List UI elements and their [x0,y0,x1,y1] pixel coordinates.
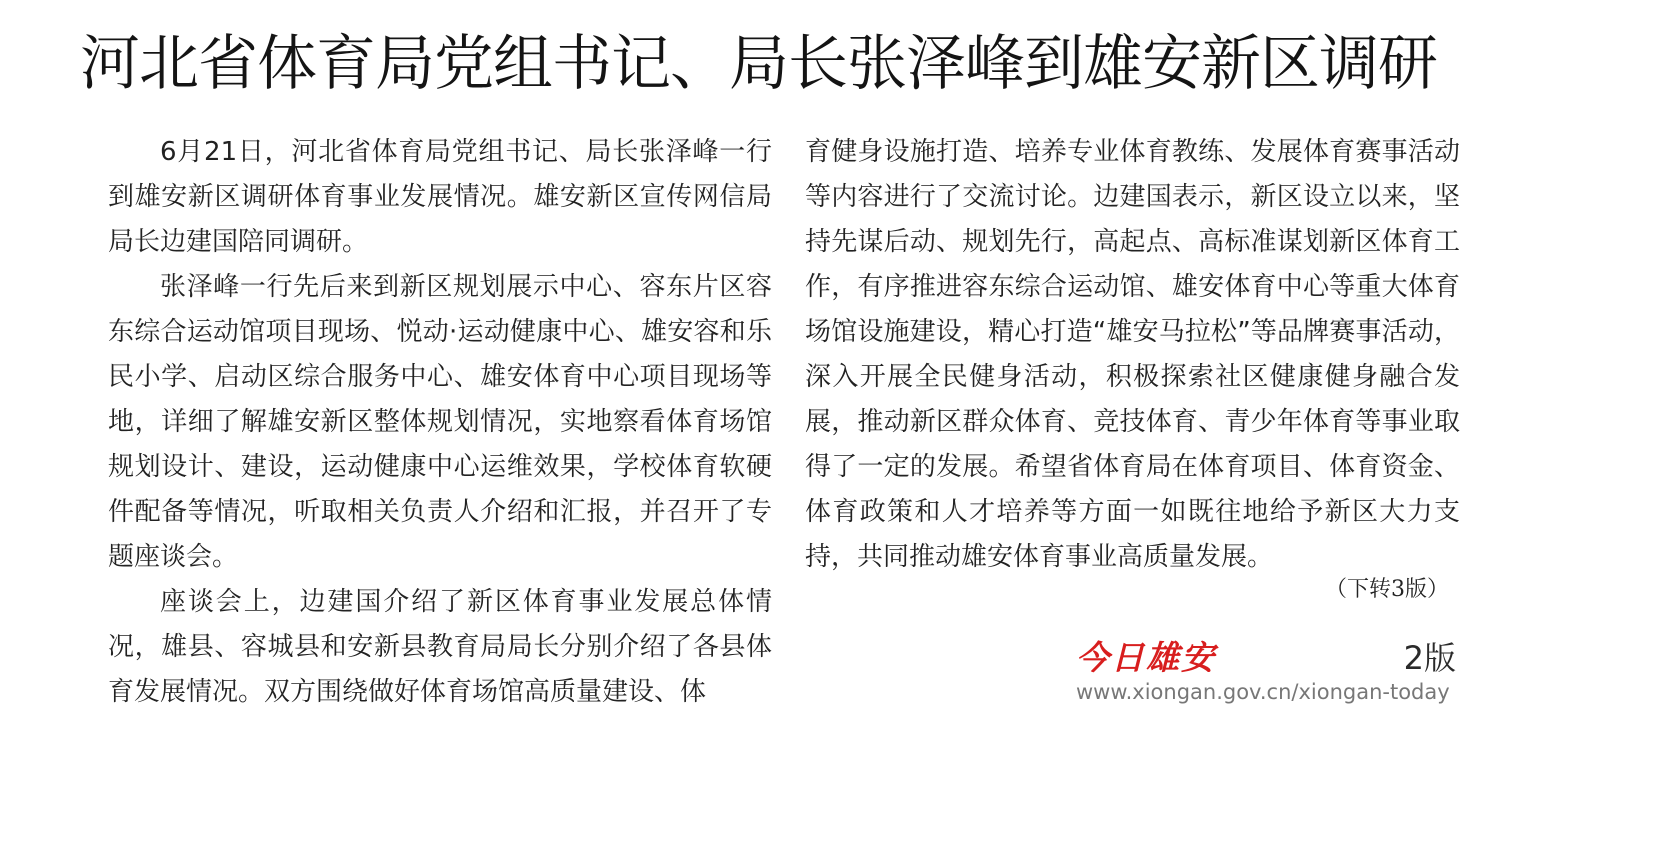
article-headline: 河北省体育局党组书记、局长张泽峰到雄安新区调研 [80,29,1437,99]
article-paragraph-1: 6月21日，河北省体育局党组书记、局长张泽峰一行到雄安新区调研体育事业发展情况。雄安新区宣传网信局局长边建国陪同调研。 [108,137,772,257]
article-column-left [108,130,772,715]
site-url: www.xiongan.gov.cn/xiongan-today [1076,680,1450,704]
article-column-right [805,130,1460,580]
article-paragraph-2: 张泽峰一行先后来到新区规划展示中心、容东片区容东综合运动馆项目现场、悦动·运动健康中心、雄安容和乐民小学、启动区综合服务中心、雄安体育中心项目现场等地，详细了解雄安新区整体规划情况，实地察看体育场馆规划设计、建设，运动健康中心运维效果，学校体育软硬件配备等情况，听取相关负责人介绍和汇报，并召开了专题座谈会。 [108,272,772,572]
page-number: 2版 [1403,639,1456,677]
continued-on-page-note: （下转3版） [1325,577,1449,602]
brand-logo-text: 今日雄安 [1076,638,1216,677]
article-paragraph-3: 座谈会上，边建国介绍了新区体育事业发展总体情况，雄县、容城县和安新县教育局局长分别介绍了各县体育发展情况。双方围绕做好体育场馆高质量建设、体 [108,587,772,707]
article-paragraph-3-continued: 育健身设施打造、培养专业体育教练、发展体育赛事活动等内容进行了交流讨论。边建国表示，新区设立以来，坚持先谋后动、规划先行，高起点、高标准谋划新区体育工作，有序推进容东综合运动馆、雄安体育中心等重大体育场馆设施建设，精心打造“雄安马拉松”等品牌赛事活动，深入开展全民健身活动，积极探索社区健康健身融合发展，推动新区群众体育、竞技体育、青少年体育等事业取得了一定的发展。希望省体育局在体育项目、体育资金、体育政策和人才培养等方面一如既往地给予新区大力支持，共同推动雄安体育事业高质量发展。 [805,137,1460,572]
